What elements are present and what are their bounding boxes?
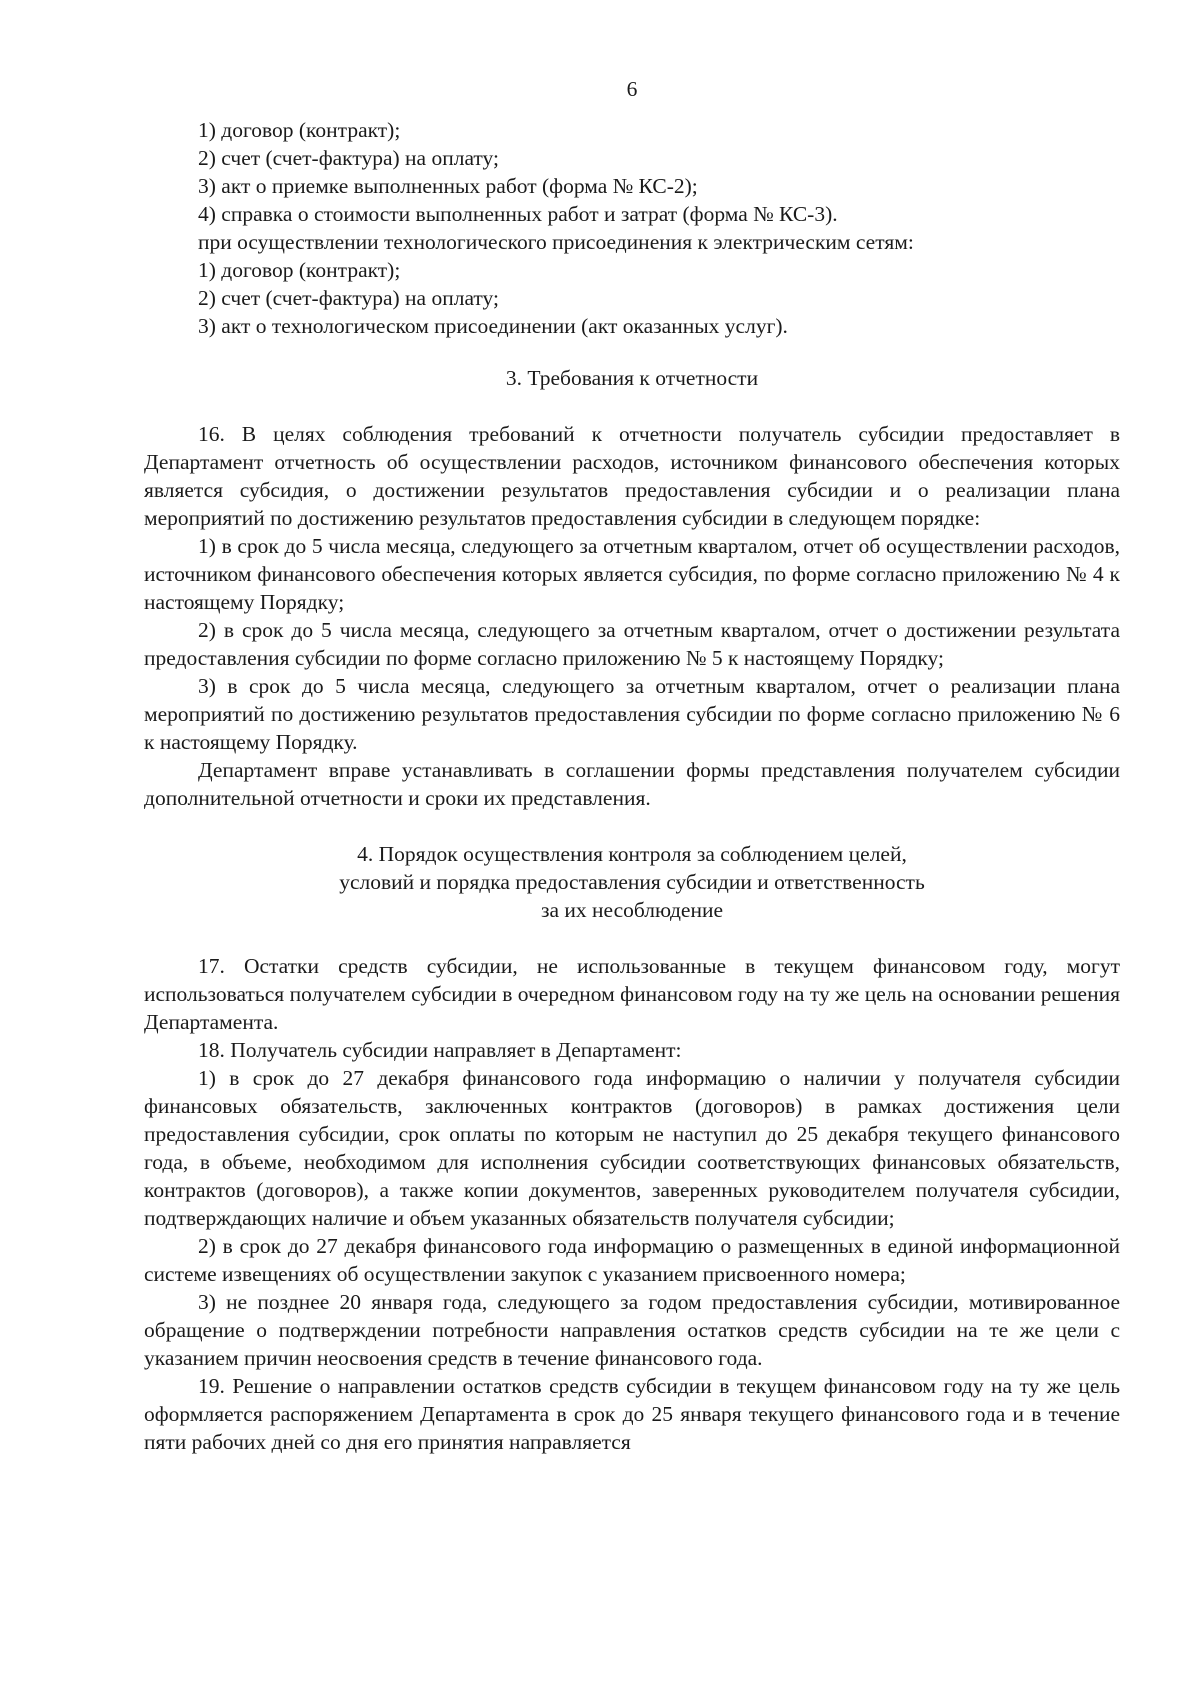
- paragraph: 2) в срок до 27 декабря финансового года информацию о размещенных в единой информационной системе извещениях об осуществлении закупок с указанием присвоенного номера;: [144, 1234, 1120, 1286]
- list-item: 2) счет (счет-фактура) на оплату;: [198, 146, 499, 170]
- paragraph: 17. Остатки средств субсидии, не использованные в текущем финансовом году, могут использоваться получателем субсидии в очередном финансовом году на ту же цель на основании решения Департамента.: [144, 954, 1120, 1034]
- works-documents-list: [144, 116, 1120, 340]
- paragraph: 3) не позднее 20 января года, следующего за годом предоставления субсидии, мотивированное обращение о подтверждении потребности направления остатков средств субсидии на те же цели с указанием причин неосвоения средств в течение финансового года.: [144, 1290, 1120, 1370]
- list-item: 1) договор (контракт);: [198, 258, 401, 282]
- section-4-title: [144, 840, 1120, 924]
- list-item: 3) акт о технологическом присоединении (акт оказанных услуг).: [198, 314, 788, 338]
- section-3-title: 3. Требования к отчетности: [505, 366, 759, 390]
- section-4-title-line: условий и порядка предоставления субсидии и ответственность: [339, 870, 925, 894]
- paragraph: 18. Получатель субсидии направляет в Департамент:: [198, 1038, 682, 1062]
- paragraph: 1) в срок до 27 декабря финансового года информацию о наличии у получателя субсидии финансовых обязательств, заключенных контрактов (договоров) в рамках достижения цели предоставления субсидии, срок оплаты по которым не наступил до 25 декабря текущего финансового года, в объеме, необходимом для исполнения субсидии соответствующих финансовых обязательств, контрактов (договоров), а также копии документов, заверенных руководителем получателя субсидии, подтверждающих наличие и объем указанных обязательств получателя субсидии;: [144, 1066, 1120, 1230]
- paragraph: 2) в срок до 5 числа месяца, следующего за отчетным кварталом, отчет о достижении результата предоставления субсидии по форме согласно приложению № 5 к настоящему Порядку;: [144, 618, 1120, 670]
- paragraph: 19. Решение о направлении остатков средств субсидии в текущем финансовом году на ту же цель оформляется распоряжением Департамента в срок до 25 января текущего финансового года и в течение пяти рабочих дней со дня его принятия направляется: [144, 1374, 1120, 1454]
- list-item: 1) договор (контракт);: [198, 118, 401, 142]
- list-item: 2) счет (счет-фактура) на оплату;: [198, 286, 499, 310]
- connection-intro: при осуществлении технологического присоединения к электрическим сетям:: [198, 230, 914, 254]
- list-item: 4) справка о стоимости выполненных работ и затрат (форма № КС-3).: [198, 202, 838, 226]
- section-4-title-line: 4. Порядок осуществления контроля за соблюдением целей,: [357, 842, 907, 866]
- paragraph: 3) в срок до 5 числа месяца, следующего за отчетным кварталом, отчет о реализации плана мероприятий по достижению результатов предоставления субсидии по форме согласно приложению № 6 к настоящему Порядку.: [144, 674, 1120, 754]
- paragraph: Департамент вправе устанавливать в соглашении формы представления получателем субсидии дополнительной отчетности и сроки их представления.: [144, 758, 1120, 810]
- section-4-title-line: за их несоблюдение: [540, 898, 724, 922]
- list-item: 3) акт о приемке выполненных работ (форма № КС-2);: [198, 174, 698, 198]
- document-page: [144, 75, 1120, 1456]
- paragraph: 1) в срок до 5 числа месяца, следующего за отчетным кварталом, отчет об осуществлении расходов, источником финансового обеспечения которых является субсидия, по форме согласно приложению № 4 к настоящему Порядку;: [144, 534, 1120, 614]
- page-number: 6: [626, 77, 638, 101]
- paragraph: 16. В целях соблюдения требований к отчетности получатель субсидии предоставляет в Департамент отчетность об осуществлении расходов, источником финансового обеспечения которых является субсидия, о достижении результатов предоставления субсидии и о реализации плана мероприятий по достижению результатов предоставления субсидии в следующем порядке:: [144, 422, 1120, 530]
- section-3-body: [144, 420, 1120, 812]
- section-4-body: [144, 952, 1120, 1456]
